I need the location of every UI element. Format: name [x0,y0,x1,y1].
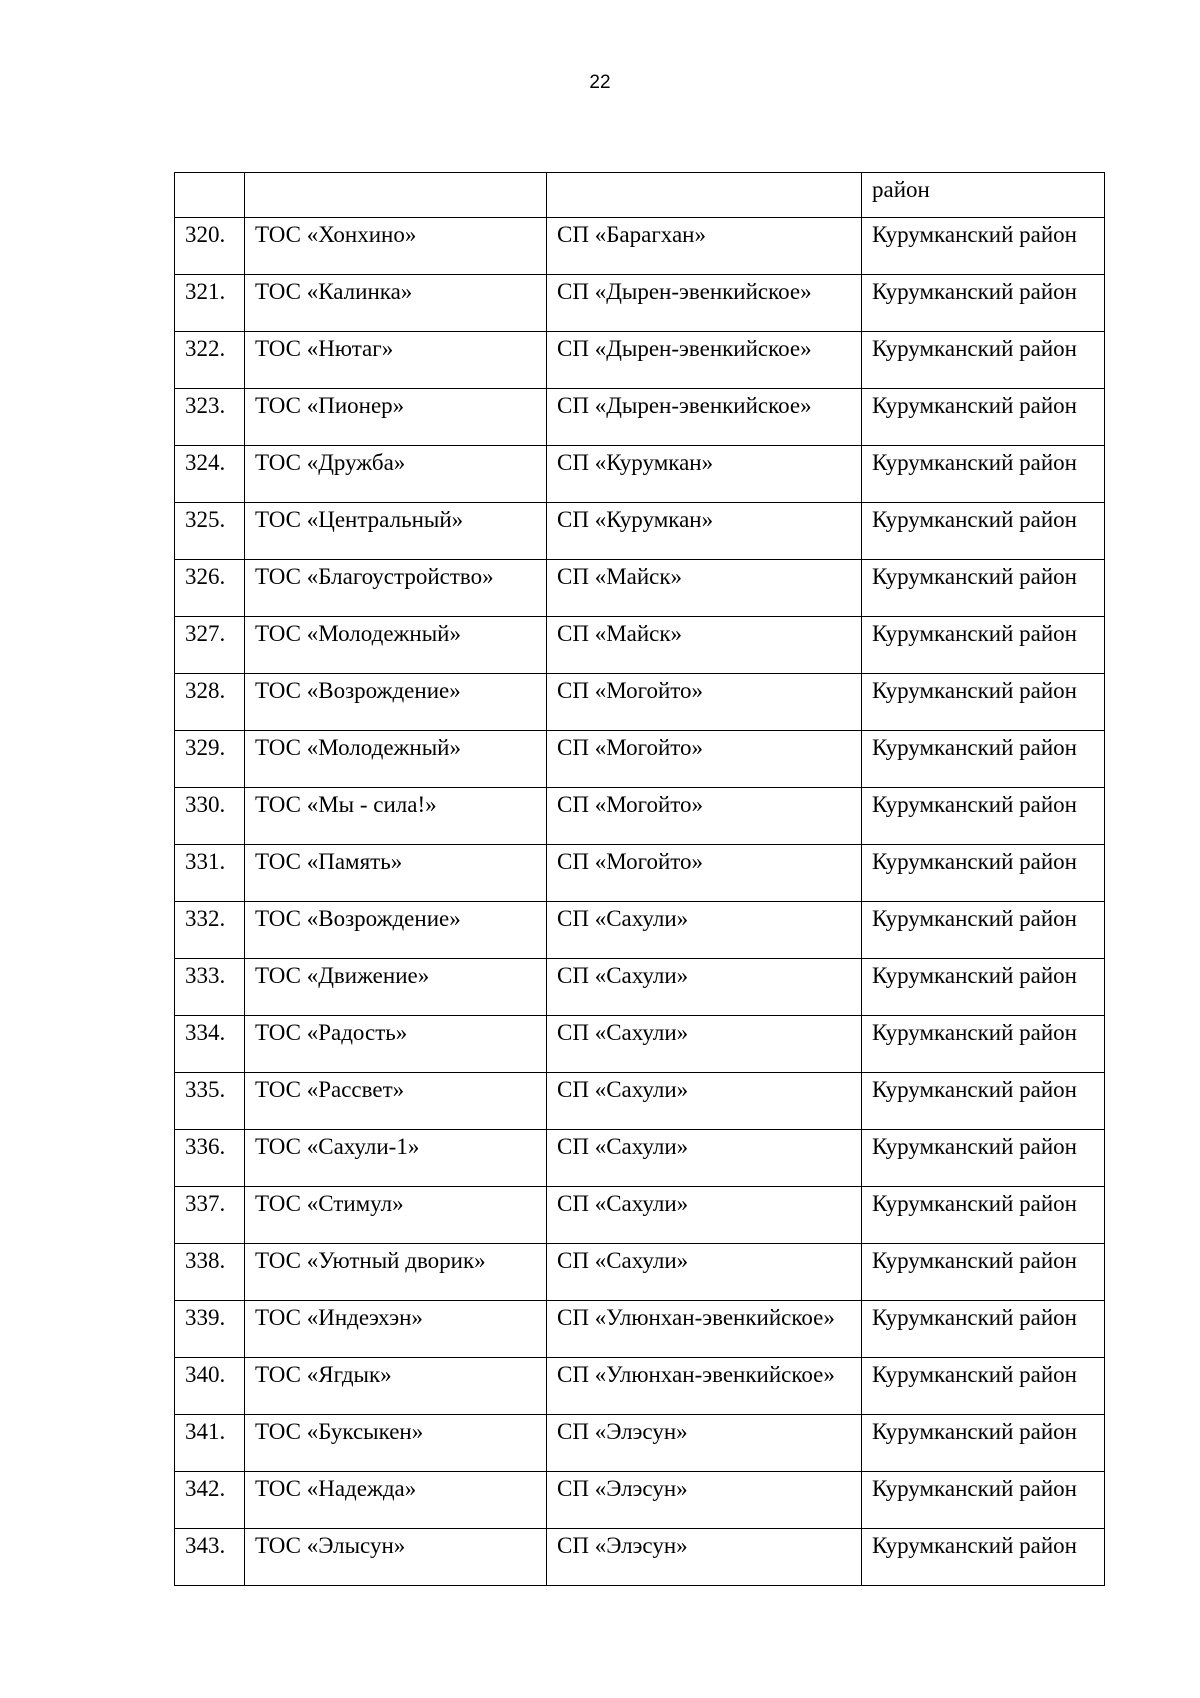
cell-district: Курумканский район [862,389,1105,446]
cell-district: Курумканский район [862,218,1105,275]
table-row [175,1244,1105,1301]
cell-district: Курумканский район [862,674,1105,731]
cell-number: 322. [175,332,245,389]
cell-district: Курумканский район [862,1358,1105,1415]
cell-district: Курумканский район [862,1073,1105,1130]
cell-settlement: СП «Сахули» [547,1187,862,1244]
cell-settlement: СП «Сахули» [547,1016,862,1073]
cell-number: 331. [175,845,245,902]
cell-settlement: СП «Могойто» [547,788,862,845]
table-row [175,845,1105,902]
cell-tos-name: ТОС «Молодежный» [245,617,547,674]
cell-settlement: СП «Элэсун» [547,1529,862,1586]
cell-settlement: СП «Могойто» [547,845,862,902]
cell-number: 334. [175,1016,245,1073]
cell-settlement: СП «Сахули» [547,902,862,959]
table-row [175,1073,1105,1130]
table-row [175,788,1105,845]
table-row [175,1016,1105,1073]
cell-number: 337. [175,1187,245,1244]
cell-number: 336. [175,1130,245,1187]
cell-settlement: СП «Улюнхан-эвенкийское» [547,1301,862,1358]
cell-settlement: СП «Сахули» [547,1244,862,1301]
cell-tos-name: ТОС «Сахули-1» [245,1130,547,1187]
tos-registry-table [174,172,1105,1586]
cell-tos-name: ТОС «Ягдык» [245,1358,547,1415]
table-row [175,1130,1105,1187]
cell-number: 328. [175,674,245,731]
cell-number: 329. [175,731,245,788]
cell-number: 340. [175,1358,245,1415]
cell-tos-name: ТОС «Хонхино» [245,218,547,275]
cell-district: Курумканский район [862,332,1105,389]
table-row [175,1187,1105,1244]
cell-number: 342. [175,1472,245,1529]
table-row [175,617,1105,674]
cell-number: 332. [175,902,245,959]
cell-tos-name: ТОС «Уютный дворик» [245,1244,547,1301]
cell-number: 323. [175,389,245,446]
cell-tos-name: ТОС «Благоустройство» [245,560,547,617]
cell-number: 343. [175,1529,245,1586]
table-row [175,275,1105,332]
cell-number: 335. [175,1073,245,1130]
table-row [175,1472,1105,1529]
cell-number: 321. [175,275,245,332]
cell-district: Курумканский район [862,1301,1105,1358]
cell-settlement: СП «Улюнхан-эвенкийское» [547,1358,862,1415]
cell-district: Курумканский район [862,1016,1105,1073]
cell-district: район [862,173,1105,218]
cell-tos-name: ТОС «Калинка» [245,275,547,332]
cell-tos-name: ТОС «Молодежный» [245,731,547,788]
cell-number: 326. [175,560,245,617]
cell-number: 325. [175,503,245,560]
cell-tos-name: ТОС «Буксыкен» [245,1415,547,1472]
cell-settlement: СП «Майск» [547,617,862,674]
cell-number: 330. [175,788,245,845]
cell-tos-name: ТОС «Возрождение» [245,674,547,731]
table-row [175,1301,1105,1358]
cell-tos-name: ТОС «Движение» [245,959,547,1016]
cell-district: Курумканский район [862,845,1105,902]
cell-tos-name: ТОС «Индеэхэн» [245,1301,547,1358]
table-row [175,1415,1105,1472]
table-row [175,446,1105,503]
cell-district: Курумканский район [862,1187,1105,1244]
table-row [175,731,1105,788]
cell-settlement: СП «Сахули» [547,1130,862,1187]
cell-number: 320. [175,218,245,275]
cell-settlement: СП «Курумкан» [547,446,862,503]
cell-tos-name: ТОС «Дружба» [245,446,547,503]
cell-settlement: СП «Сахули» [547,959,862,1016]
cell-settlement: СП «Дырен-эвенкийское» [547,389,862,446]
cell-tos-name: ТОС «Надежда» [245,1472,547,1529]
cell-tos-name: ТОС «Центральный» [245,503,547,560]
cell-settlement: СП «Могойто» [547,731,862,788]
cell-district: Курумканский район [862,959,1105,1016]
cell-district: Курумканский район [862,1415,1105,1472]
cell-district: Курумканский район [862,560,1105,617]
cell-tos-name: ТОС «Память» [245,845,547,902]
cell-settlement: СП «Элэсун» [547,1415,862,1472]
page-number: 22 [589,72,611,93]
table-row [175,218,1105,275]
table-row [175,959,1105,1016]
cell-settlement: СП «Курумкан» [547,503,862,560]
cell-settlement: СП «Могойто» [547,674,862,731]
table-row [175,674,1105,731]
cell-district: Курумканский район [862,1529,1105,1586]
cell-number: 327. [175,617,245,674]
cell-tos-name: ТОС «Нютаг» [245,332,547,389]
cell-number: 324. [175,446,245,503]
cell-tos-name: ТОС «Возрождение» [245,902,547,959]
cell-district: Курумканский район [862,1130,1105,1187]
cell-district: Курумканский район [862,788,1105,845]
cell-tos-name: ТОС «Мы - сила!» [245,788,547,845]
cell-number: 338. [175,1244,245,1301]
cell-number [175,173,245,218]
table-row-continuation [175,173,1105,218]
cell-tos-name: ТОС «Элысун» [245,1529,547,1586]
table-row [175,1358,1105,1415]
cell-district: Курумканский район [862,1472,1105,1529]
cell-settlement: СП «Сахули» [547,1073,862,1130]
table-row [175,503,1105,560]
cell-tos-name: ТОС «Рассвет» [245,1073,547,1130]
cell-settlement: СП «Барагхан» [547,218,862,275]
cell-settlement: СП «Элэсун» [547,1472,862,1529]
cell-settlement: СП «Дырен-эвенкийское» [547,275,862,332]
cell-tos-name [245,173,547,218]
cell-settlement: СП «Дырен-эвенкийское» [547,332,862,389]
table-row [175,1529,1105,1586]
cell-district: Курумканский район [862,1244,1105,1301]
cell-district: Курумканский район [862,275,1105,332]
table-row [175,560,1105,617]
cell-number: 333. [175,959,245,1016]
cell-tos-name: ТОС «Пионер» [245,389,547,446]
table-row [175,389,1105,446]
table-row [175,902,1105,959]
cell-tos-name: ТОС «Радость» [245,1016,547,1073]
cell-settlement: СП «Майск» [547,560,862,617]
cell-settlement [547,173,862,218]
cell-district: Курумканский район [862,446,1105,503]
cell-tos-name: ТОС «Стимул» [245,1187,547,1244]
cell-number: 339. [175,1301,245,1358]
cell-district: Курумканский район [862,731,1105,788]
cell-district: Курумканский район [862,503,1105,560]
table-body [175,173,1105,1586]
cell-district: Курумканский район [862,902,1105,959]
cell-number: 341. [175,1415,245,1472]
cell-district: Курумканский район [862,617,1105,674]
table-row [175,332,1105,389]
